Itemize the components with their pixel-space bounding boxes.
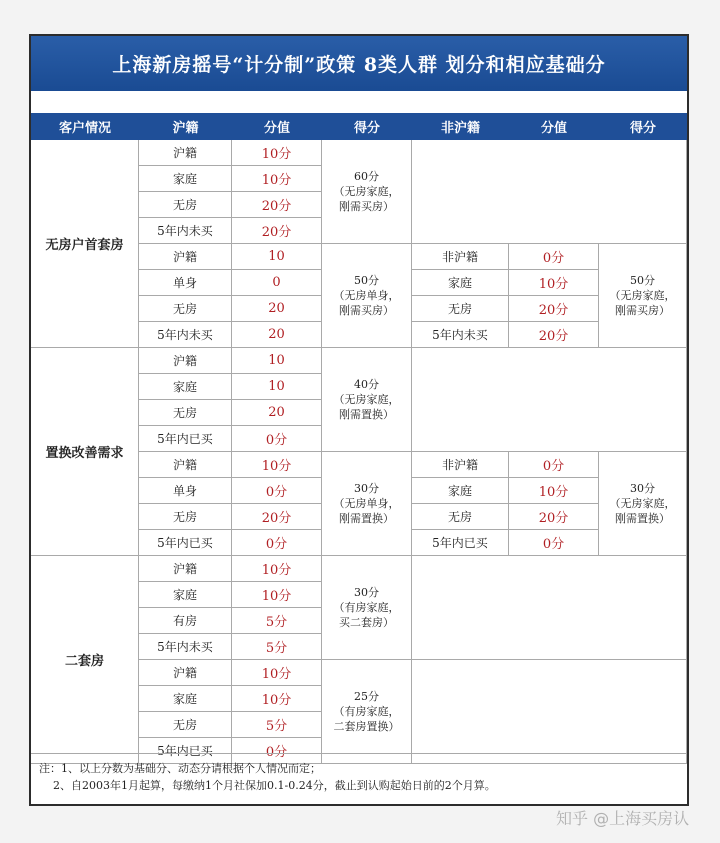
empty-nonlocal-block [412, 660, 687, 764]
local-criterion: 无房 [139, 192, 232, 218]
local-total-score: 60分 （无房家庭， 刚需买房） [322, 140, 412, 244]
local-criterion: 沪籍 [139, 452, 232, 478]
empty-nonlocal-block [412, 348, 687, 452]
group-label: 二套房 [31, 556, 139, 764]
local-value: 0 [232, 270, 322, 296]
local-total-score: 30分 （无房单身， 刚需置换） [322, 452, 412, 556]
local-criterion: 5年内未买 [139, 322, 232, 348]
group-label: 无房户首套房 [31, 140, 139, 348]
header-cell: 分值 [509, 113, 600, 140]
local-value: 0分 [232, 530, 322, 556]
local-criterion: 无房 [139, 712, 232, 738]
title-spacer [31, 91, 687, 113]
header-cell: 非沪籍 [412, 113, 510, 140]
local-value: 10分 [232, 660, 322, 686]
watermark: 知乎 @上海买房认 [556, 809, 690, 828]
local-criterion: 家庭 [139, 166, 232, 192]
local-value: 0分 [232, 738, 322, 764]
local-value: 10 [232, 374, 322, 400]
note-1: 注：1、以上分数为基础分、动态分请根据个人情况而定； [39, 762, 321, 775]
nonlocal-criterion: 5年内未买 [412, 322, 509, 348]
local-criterion: 家庭 [139, 374, 232, 400]
nonlocal-value: 0分 [509, 244, 599, 270]
local-criterion: 家庭 [139, 686, 232, 712]
page-title: 上海新房摇号“计分制”政策 8类人群 划分和相应基础分 [31, 36, 687, 91]
local-criterion: 5年内已买 [139, 426, 232, 452]
header-cell: 沪籍 [139, 113, 233, 140]
nonlocal-total-score: 50分 （无房家庭， 刚需买房） [599, 244, 687, 348]
local-value: 0分 [232, 478, 322, 504]
nonlocal-criterion: 家庭 [412, 478, 509, 504]
local-criterion: 5年内未买 [139, 634, 232, 660]
nonlocal-value: 20分 [509, 504, 599, 530]
local-total-score: 40分 （无房家庭， 刚需置换） [322, 348, 412, 452]
empty-nonlocal-block [412, 556, 687, 660]
local-value: 5分 [232, 712, 322, 738]
local-value: 20 [232, 296, 322, 322]
empty-nonlocal-block [412, 140, 687, 244]
local-criterion: 无房 [139, 296, 232, 322]
local-value: 10分 [232, 452, 322, 478]
local-criterion: 无房 [139, 504, 232, 530]
local-value: 20 [232, 322, 322, 348]
local-total-score: 25分 （有房家庭， 二套房置换） [322, 660, 412, 764]
header-cell: 得分 [599, 113, 687, 140]
local-value: 20分 [232, 218, 322, 244]
local-value: 10分 [232, 166, 322, 192]
header-cell: 客户情况 [31, 113, 140, 140]
local-criterion: 5年内已买 [139, 738, 232, 764]
local-value: 10分 [232, 686, 322, 712]
local-criterion: 单身 [139, 478, 232, 504]
nonlocal-criterion: 5年内已买 [412, 530, 509, 556]
local-value: 5分 [232, 634, 322, 660]
local-criterion: 沪籍 [139, 140, 232, 166]
local-criterion: 有房 [139, 608, 232, 634]
footnotes [31, 753, 687, 804]
local-criterion: 5年内已买 [139, 530, 232, 556]
local-value: 10 [232, 244, 322, 270]
local-criterion: 无房 [139, 400, 232, 426]
nonlocal-value: 10分 [509, 270, 599, 296]
local-criterion: 沪籍 [139, 556, 232, 582]
local-value: 20分 [232, 192, 322, 218]
local-value: 10分 [232, 556, 322, 582]
local-total-score: 30分 （有房家庭， 买二套房） [322, 556, 412, 660]
header-cell: 分值 [232, 113, 323, 140]
local-criterion: 沪籍 [139, 348, 232, 374]
group-label: 置换改善需求 [31, 348, 139, 556]
nonlocal-criterion: 无房 [412, 296, 509, 322]
nonlocal-criterion: 非沪籍 [412, 452, 509, 478]
nonlocal-value: 0分 [509, 530, 599, 556]
local-value: 0分 [232, 426, 322, 452]
nonlocal-value: 0分 [509, 452, 599, 478]
nonlocal-criterion: 无房 [412, 504, 509, 530]
local-value: 20分 [232, 504, 322, 530]
note-2: 2、自2003年1月起算，每缴纳1个月社保加0.1-0.24分，截止到认购起始日前的2个月算。 [53, 779, 496, 792]
policy-table-frame [29, 34, 689, 806]
local-criterion: 沪籍 [139, 244, 232, 270]
nonlocal-criterion: 非沪籍 [412, 244, 509, 270]
nonlocal-value: 20分 [509, 296, 599, 322]
local-value: 10分 [232, 582, 322, 608]
local-value: 10 [232, 348, 322, 374]
nonlocal-total-score: 30分 （无房家庭， 刚需置换） [599, 452, 687, 556]
scoring-table [31, 113, 687, 760]
local-criterion: 5年内未买 [139, 218, 232, 244]
local-criterion: 单身 [139, 270, 232, 296]
header-cell: 得分 [322, 113, 413, 140]
nonlocal-value: 20分 [509, 322, 599, 348]
local-criterion: 家庭 [139, 582, 232, 608]
nonlocal-value: 10分 [509, 478, 599, 504]
local-total-score: 50分 （无房单身， 刚需买房） [322, 244, 412, 348]
local-value: 20 [232, 400, 322, 426]
local-value: 5分 [232, 608, 322, 634]
local-value: 10分 [232, 140, 322, 166]
local-criterion: 沪籍 [139, 660, 232, 686]
nonlocal-criterion: 家庭 [412, 270, 509, 296]
